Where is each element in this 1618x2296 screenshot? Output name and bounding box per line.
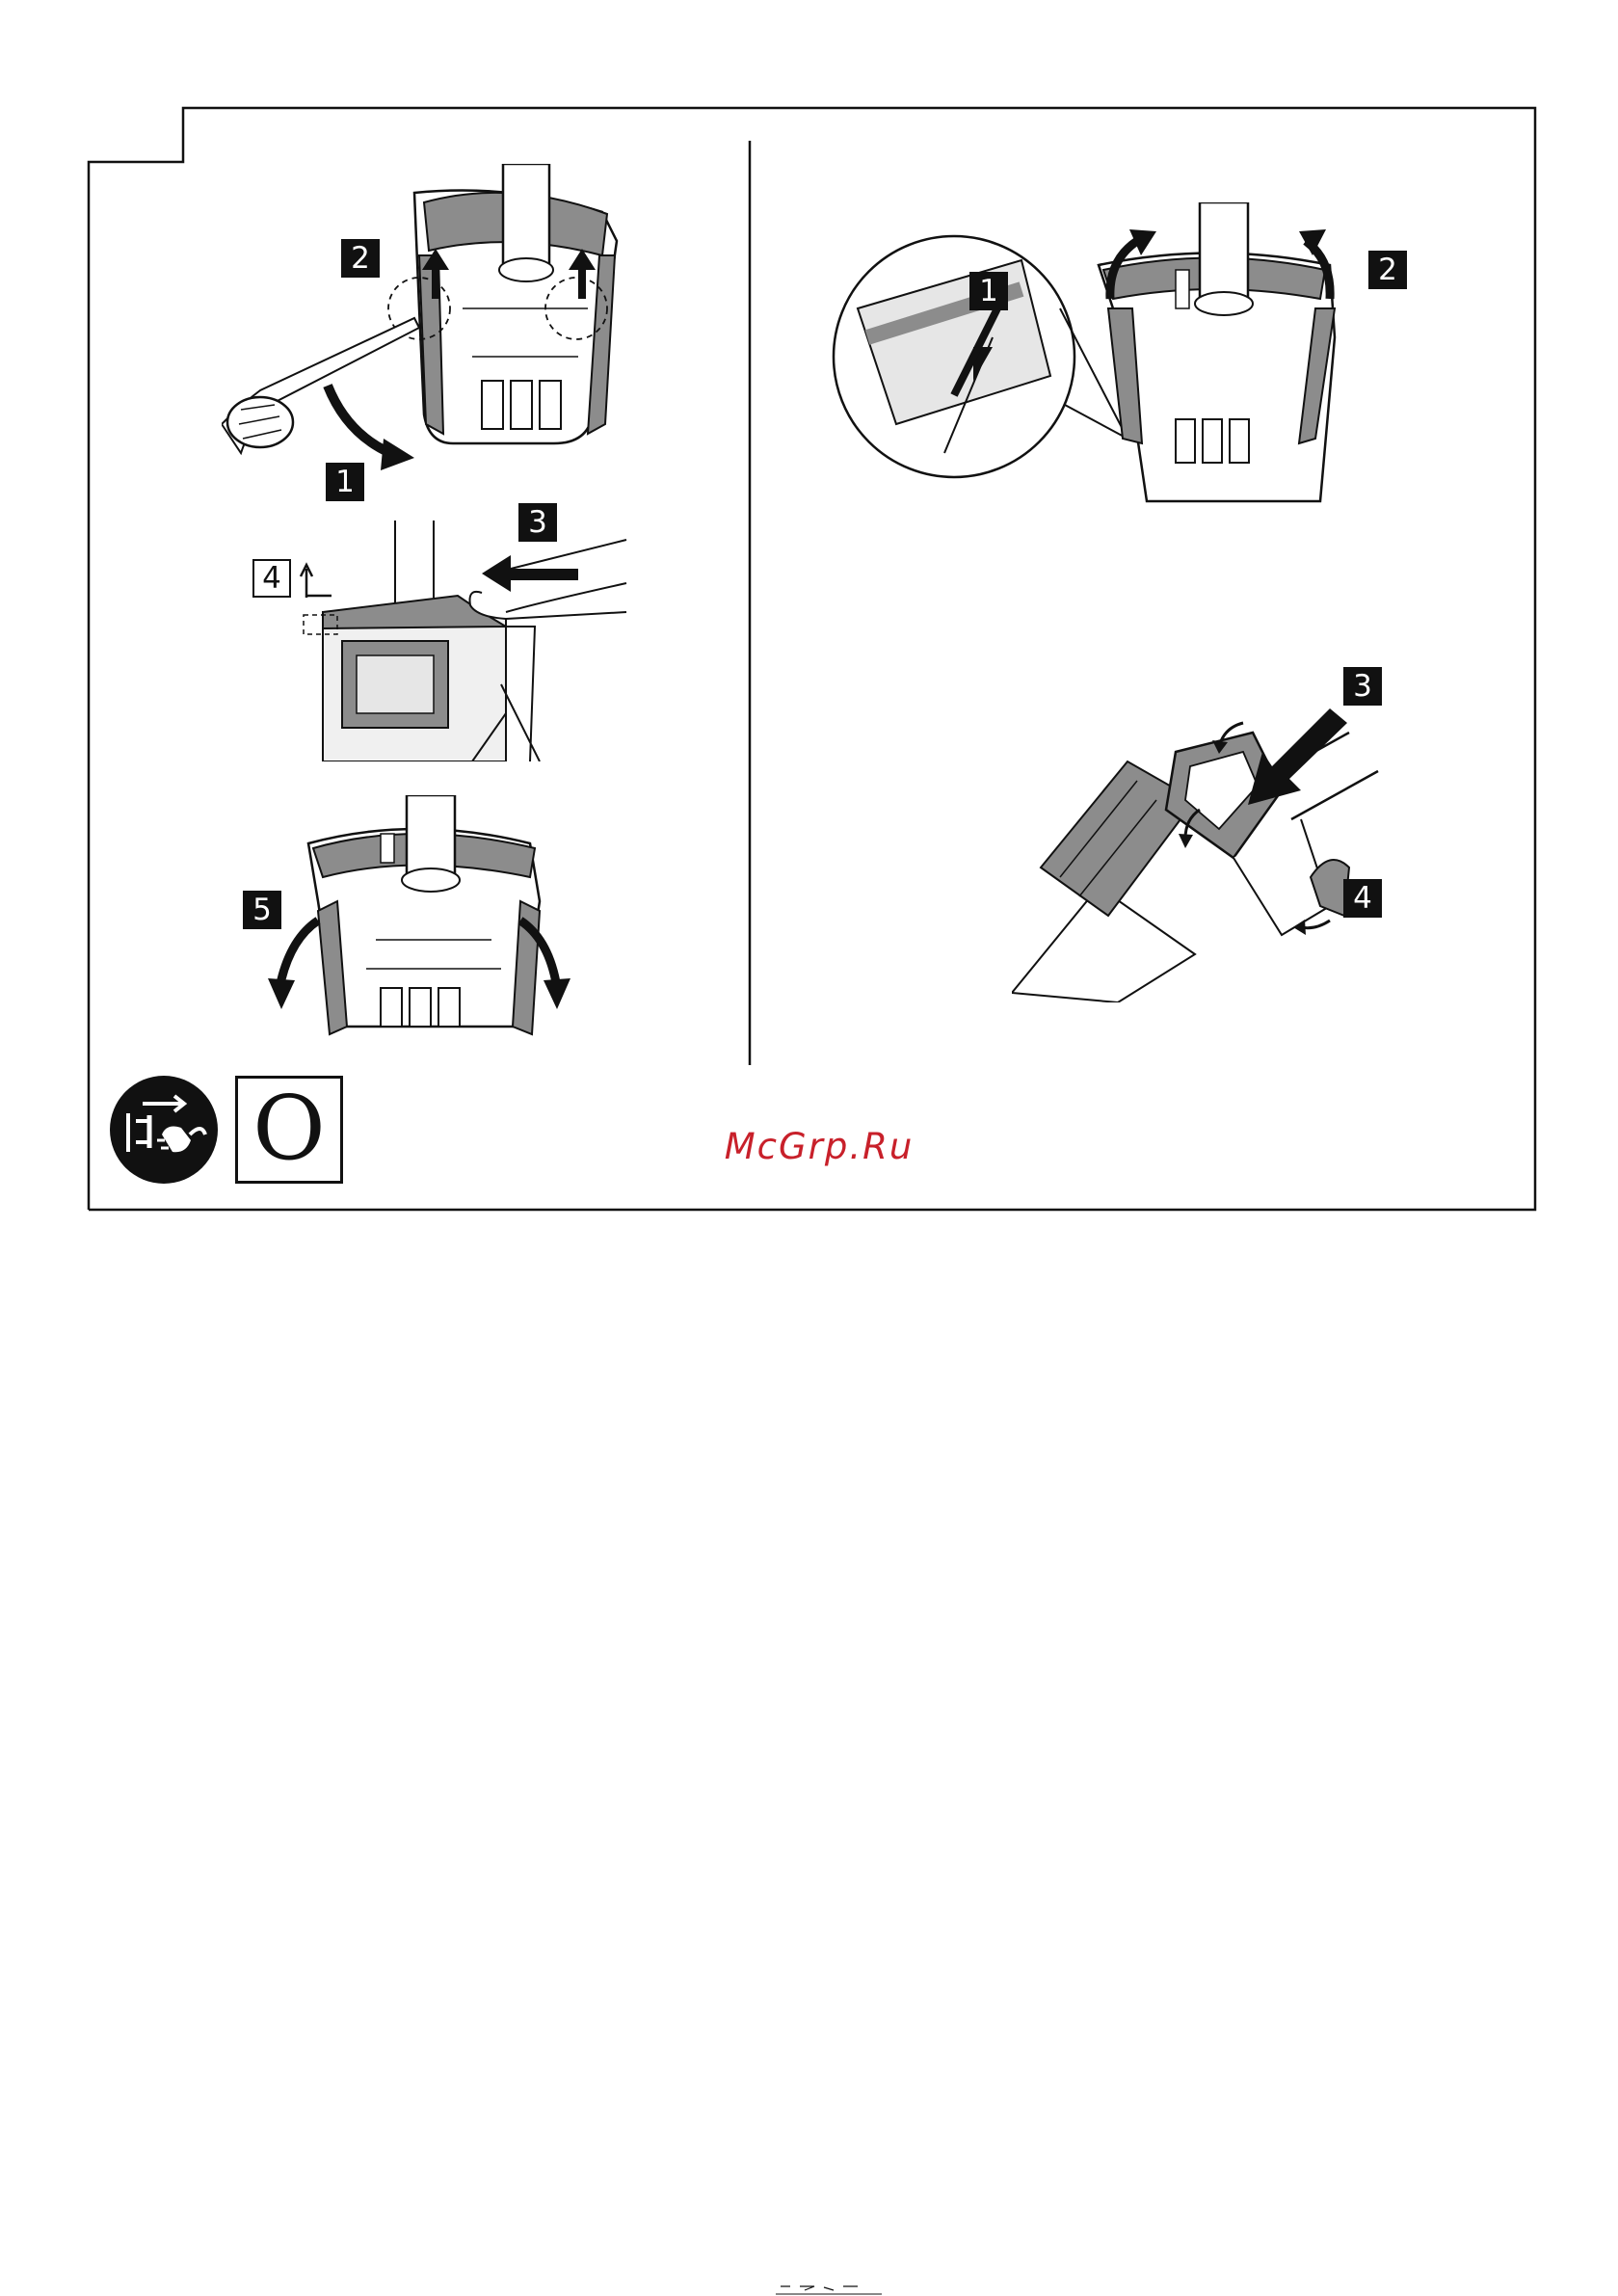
right-top-step-2-badge: 2 (1368, 251, 1407, 289)
right-top-step-1-badge: 1 (969, 272, 1008, 310)
left-bottom-illustration (260, 795, 578, 1046)
right-bottom-illustration (1012, 694, 1397, 1002)
symbol-o-box: O (235, 1076, 343, 1184)
footer-mark (776, 2284, 882, 2296)
disconnect-plug-icon (109, 1075, 219, 1185)
right-top-illustration (829, 202, 1407, 511)
left-middle-step-3-badge: 3 (518, 503, 557, 542)
left-top-illustration (222, 164, 646, 511)
left-top-step-1-badge: 1 (326, 463, 364, 501)
left-middle-illustration (299, 521, 646, 761)
left-bottom-step-5-badge: 5 (243, 891, 281, 929)
right-bottom-step-4-badge: 4 (1343, 879, 1382, 918)
left-top-step-2-badge: 2 (341, 239, 380, 278)
arrow-icon (299, 561, 337, 600)
left-middle-step-4-badge: 4 (252, 559, 291, 598)
right-bottom-step-3-badge: 3 (1343, 667, 1382, 706)
watermark[interactable]: McGrp.Ru (724, 1126, 915, 1167)
